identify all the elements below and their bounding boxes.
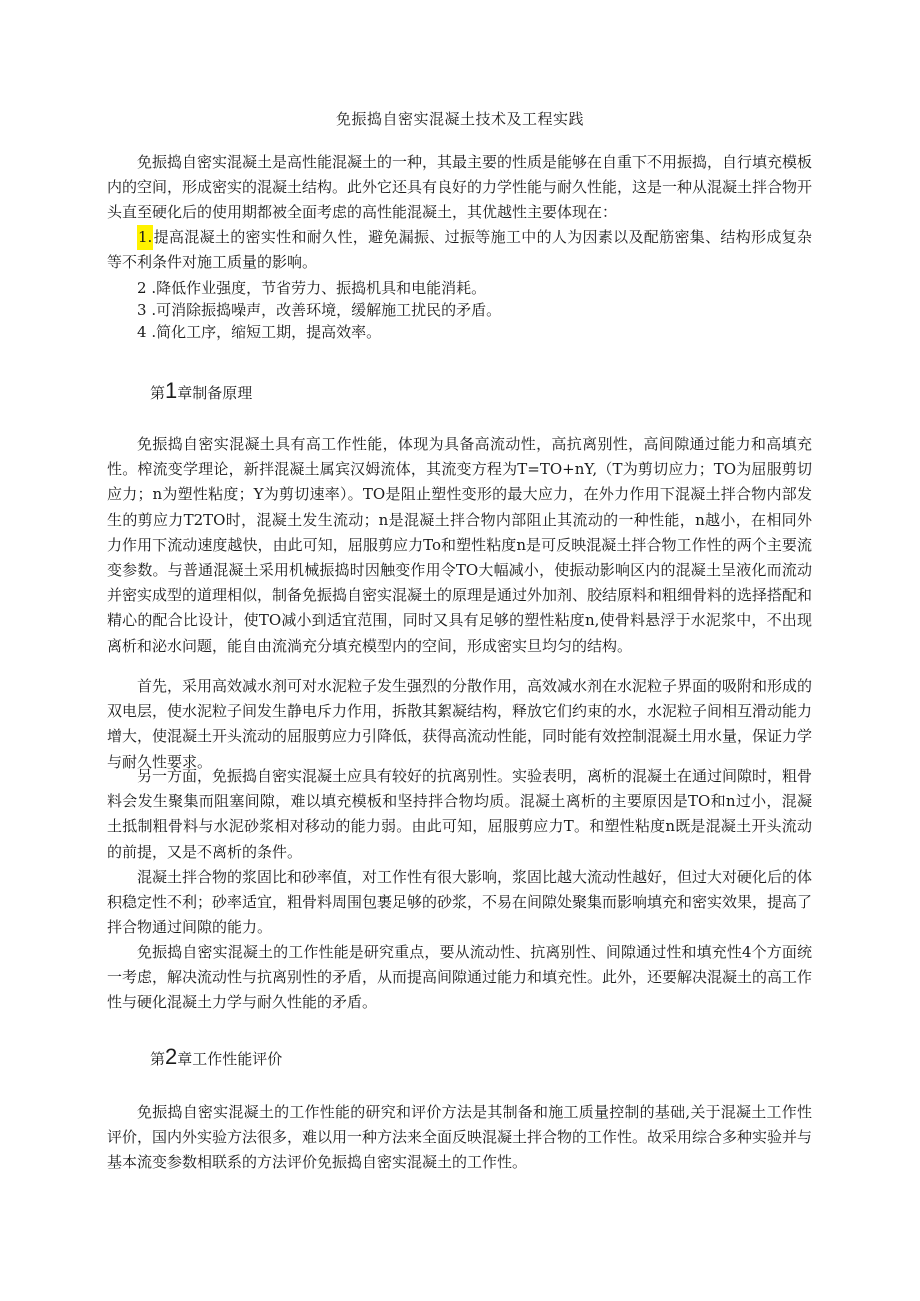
ch1-paragraph-4: 混凝土拌合物的浆固比和砂率值，对工作性有很大影响，浆固比越大流动性越好，但过大对硬化后的体积稳定性不利；砂率适宜，粗骨料周围包裹足够的砂浆，不易在间隙处聚集而影响填充和密实效果，提高了拌合物通过间隙的能力。 xyxy=(107,868,813,937)
ch1-paragraph-5: 免振捣自密实混凝土的工作性能是研究重点，要从流动性、抗离别性、间隙通过性和填充性4个方面统一考虑，解决流动性与抗离别性的矛盾，从而提高间隙通过能力和填充性。此外，还要解决混凝土的高工作性与硬化混凝土力学与耐久性能的矛盾。 xyxy=(107,943,813,1012)
list-number-1: 1. xyxy=(137,225,153,250)
ch1-paragraph-2: 首先，采用高效减水剂可对水泥粒子发生强烈的分散作用，高效减水剂在水泥粒子界面的吸附和形成的双电层，使水泥粒子间发生静电斥力作用，拆散其絮凝结构，释放它们约束的水，水泥粒子间相互滑动能力增大，使混凝土开头流动的屈服剪应力引降低，获得高流动性能，同时能有效控制混凝土用水量，保证力学与耐久性要求。 xyxy=(107,677,813,771)
document-title: 免振捣自密实混凝土技术及工程实践 xyxy=(335,110,584,128)
chapter-1-heading xyxy=(150,378,252,404)
list-number-3: 3 xyxy=(137,301,147,319)
list-text-2: .降低作业强度，节省劳力、振捣机具和电能消耗。 xyxy=(151,279,487,297)
chapter-2-prefix: 第 xyxy=(150,1050,166,1068)
ch1-paragraph-1: 免振捣自密实混凝土具有高工作性能，体现为具备高流动性，高抗离别性，高间隙通过能力和高填充性。榨流变学理论，新拌混凝土属宾汉姆流体，其流变方程为T=TO+nY,（T为剪切应力；TO为屈服剪切应力；n为塑性粘度；Y为剪切速率）。TO是阻止塑性变形的最大应力，在外力作用下混凝土拌合物内部发生的剪应力T2TO时，混凝土发生流动；n是混凝土拌合物内部阻止其流动的一种性能，n越小，在相同外力作用下流动速度越快，由此可知，屈服剪应力To和塑性粘度n是可反映混凝土拌合物工作性的两个主要流变参数。与普通混凝土采用机械振捣时因触变作用令TO大幅减小，使振动影响区内的混凝土呈液化而流动并密实成型的道理相似，制备免振捣自密实混凝土的原理是通过外加剂、胶结原料和粗细骨料的选择搭配和精心的配合比设计，使TO减小到适宜范围，同时又具有足够的塑性粘度n,使骨料悬浮于水泥浆中，不出现离析和泌水问题，能自由流淌充分填充模型内的空间，形成密实旦均匀的结构。 xyxy=(107,435,813,655)
chapter-1-prefix: 第 xyxy=(150,384,166,402)
list-item-4 xyxy=(107,320,812,345)
list-text-1: 提高混凝土的密实性和耐久性，避免漏振、过振等施工中的人为因素以及配筋密集、结构形成复杂等不利条件对施工质量的影响。 xyxy=(107,228,812,272)
list-number-4: 4 xyxy=(137,323,147,341)
list-number-2: 2 xyxy=(137,279,147,297)
ch2-paragraph-1: 免振捣自密实混凝土的工作性能的研究和评价方法是其制备和施工质量控制的基础,关于混凝土工作性评价，国内外实验方法很多，难以用一种方法来全面反映混凝土拌合物的工作性。故采用综合多种实验并与基本流变参数相联系的方法评价免振捣自密实混凝土的工作性。 xyxy=(107,1103,813,1172)
chapter-2-title: 章工作性能评价 xyxy=(177,1050,283,1068)
chapter-2-heading xyxy=(150,1044,282,1070)
list-text-3: .可消除振捣噪声，改善环境，缓解施工扰民的矛盾。 xyxy=(151,301,502,319)
intro-paragraph: 免振捣自密实混凝土是高性能混凝土的一种，其最主要的性质是能够在自重下不用振捣，自行填充模板内的空间，形成密实的混凝土结构。此外它还具有良好的力学性能与耐久性能，这是一种从混凝土拌合物开头直至硬化后的使用期都被全面考虑的高性能混凝土，其优越性主要体现在： xyxy=(107,153,813,222)
ch1-paragraph-3: 另一方面，免振捣自密实混凝土应具有较好的抗离别性。实验表明，离析的混凝土在通过间隙时，粗骨料会发生聚集而阻塞间隙，难以填充模板和坚持拌合物均质。混凝土离析的主要原因是TO和n过小，混凝土抵制粗骨料与水泥砂浆相对移动的能力弱。由此可知，屈服剪应力T。和塑性粘度n既是混凝土开头流动的前提，又是不离析的条件。 xyxy=(107,767,813,861)
list-text-4: .简化工序，缩短工期，提高效率。 xyxy=(151,323,382,341)
chapter-1-title: 章制备原理 xyxy=(177,384,253,402)
chapter-1-number: 1 xyxy=(165,378,178,403)
list-item-1 xyxy=(107,225,812,275)
chapter-2-number: 2 xyxy=(165,1044,178,1069)
